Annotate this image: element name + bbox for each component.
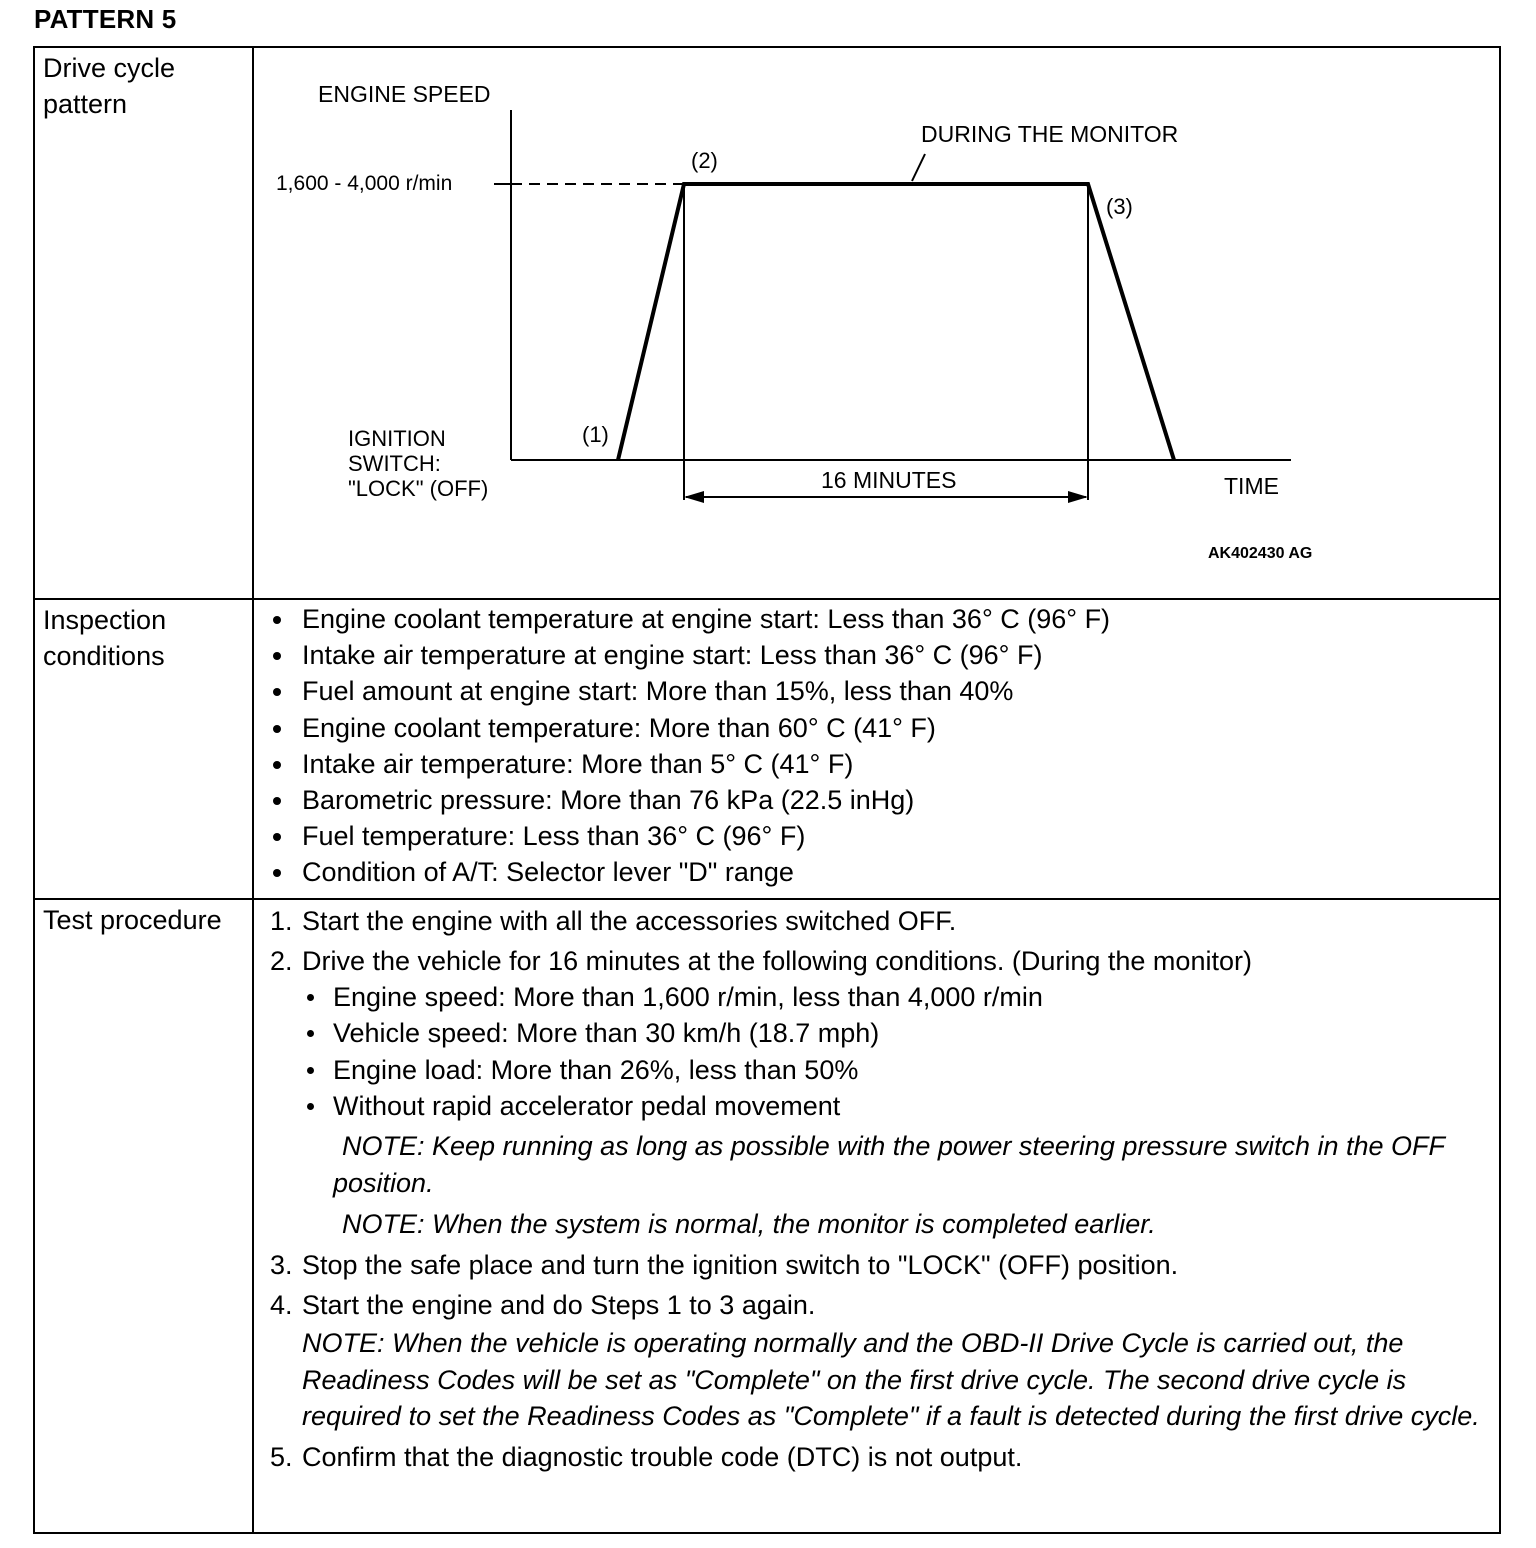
step-text: Drive the vehicle for 16 minutes at the following conditions. (During the monitor) <box>302 946 1252 976</box>
engine-speed-profile <box>618 184 1174 460</box>
duration-label: 16 MINUTES <box>821 467 957 493</box>
step-2-note-1: NOTE: Keep running as long as possible with the power steering pressure switch in the OFF position. <box>333 1131 1445 1199</box>
drive-cycle-label: Drive cycle pattern <box>34 47 253 599</box>
test-procedure-row <box>34 899 1500 1533</box>
point-label-1: (1) <box>582 422 609 447</box>
step-text: Stop the safe place and turn the ignition switch to "LOCK" (OFF) position. <box>302 1250 1179 1281</box>
monitor-leader-line <box>912 154 925 181</box>
inspection-cell <box>253 599 1500 899</box>
list-item: Vehicle speed: More than 30 km/h (18.7 mph) <box>302 1015 1499 1051</box>
drive-cycle-chart <box>254 48 1514 596</box>
list-item: Intake air temperature at engine start: Less than 36° C (96° F) <box>270 637 1499 673</box>
procedure-step-1 <box>270 903 1499 939</box>
procedure-step-2 <box>270 943 1499 1243</box>
step-2-note-2: NOTE: When the system is normal, the monitor is completed earlier. <box>342 1209 1156 1240</box>
duration-arrow-right-head <box>1068 491 1088 503</box>
point-label-2: (2) <box>691 148 718 173</box>
step-number: 4. <box>270 1290 293 1321</box>
test-procedure-cell <box>253 899 1500 1533</box>
procedure-step-5 <box>270 1439 1499 1475</box>
engine-speed-axis-label: ENGINE SPEED <box>318 81 491 107</box>
step-2-conditions <box>302 979 1499 1124</box>
drive-cycle-table <box>33 46 1501 1534</box>
procedure-steps <box>254 900 1499 1475</box>
list-item: Fuel temperature: Less than 36° C (96° F) <box>270 818 1499 854</box>
list-item: Barometric pressure: More than 76 kPa (22.5 inHg) <box>270 782 1499 818</box>
list-item: Without rapid accelerator pedal movement <box>302 1088 1499 1124</box>
test-procedure-label: Test procedure <box>34 899 253 1533</box>
baseline-label-line1: IGNITION <box>348 426 446 451</box>
list-item: Engine load: More than 26%, less than 50% <box>302 1052 1499 1088</box>
list-item: Engine speed: More than 1,600 r/min, less than 4,000 r/min <box>302 979 1499 1015</box>
figure-code: AK402430 AG <box>1208 545 1313 562</box>
inspection-label: Inspection conditions <box>34 599 253 899</box>
time-axis-label: TIME <box>1224 473 1279 499</box>
duration-arrow-left-head <box>684 491 704 503</box>
list-item: Engine coolant temperature: More than 60° C (41° F) <box>270 710 1499 746</box>
drive-cycle-chart-cell <box>253 47 1500 599</box>
step-text: Start the engine and do Steps 1 to 3 again. <box>302 1290 816 1321</box>
speed-level-label: 1,600 - 4,000 r/min <box>276 172 453 195</box>
procedure-step-3 <box>270 1247 1499 1283</box>
step-number: 3. <box>270 1250 293 1281</box>
list-item: Engine coolant temperature at engine start: Less than 36° C (96° F) <box>270 601 1499 637</box>
drive-cycle-row <box>34 47 1500 599</box>
point-label-3: (3) <box>1106 194 1133 219</box>
pattern-title: PATTERN 5 <box>34 4 177 34</box>
step-text: Confirm that the diagnostic trouble code (DTC) is not output. <box>302 1441 1023 1472</box>
inspection-row <box>34 599 1500 899</box>
list-item: Intake air temperature: More than 5° C (41° F) <box>270 746 1499 782</box>
step-4-note: NOTE: When the vehicle is operating normally and the OBD-II Drive Cycle is carried out, the Readiness Codes will be set as "Complete" on the first drive cycle. The second drive cycle is required to set the Readiness Codes as "Complete" if a fault is detected during the first drive cycle. <box>302 1328 1480 1432</box>
baseline-label-line3: "LOCK" (OFF) <box>348 476 489 501</box>
during-monitor-label: DURING THE MONITOR <box>921 121 1179 147</box>
procedure-step-4 <box>270 1287 1499 1435</box>
step-number: 1. <box>270 906 293 936</box>
step-number: 2. <box>270 946 293 976</box>
baseline-label-line2: SWITCH: <box>348 451 441 476</box>
inspection-list <box>254 600 1499 891</box>
list-item: Fuel amount at engine start: More than 15%, less than 40% <box>270 673 1499 709</box>
list-item: Condition of A/T: Selector lever "D" range <box>270 854 1499 890</box>
step-number: 5. <box>270 1441 293 1472</box>
step-text: Start the engine with all the accessories switched OFF. <box>302 906 957 936</box>
